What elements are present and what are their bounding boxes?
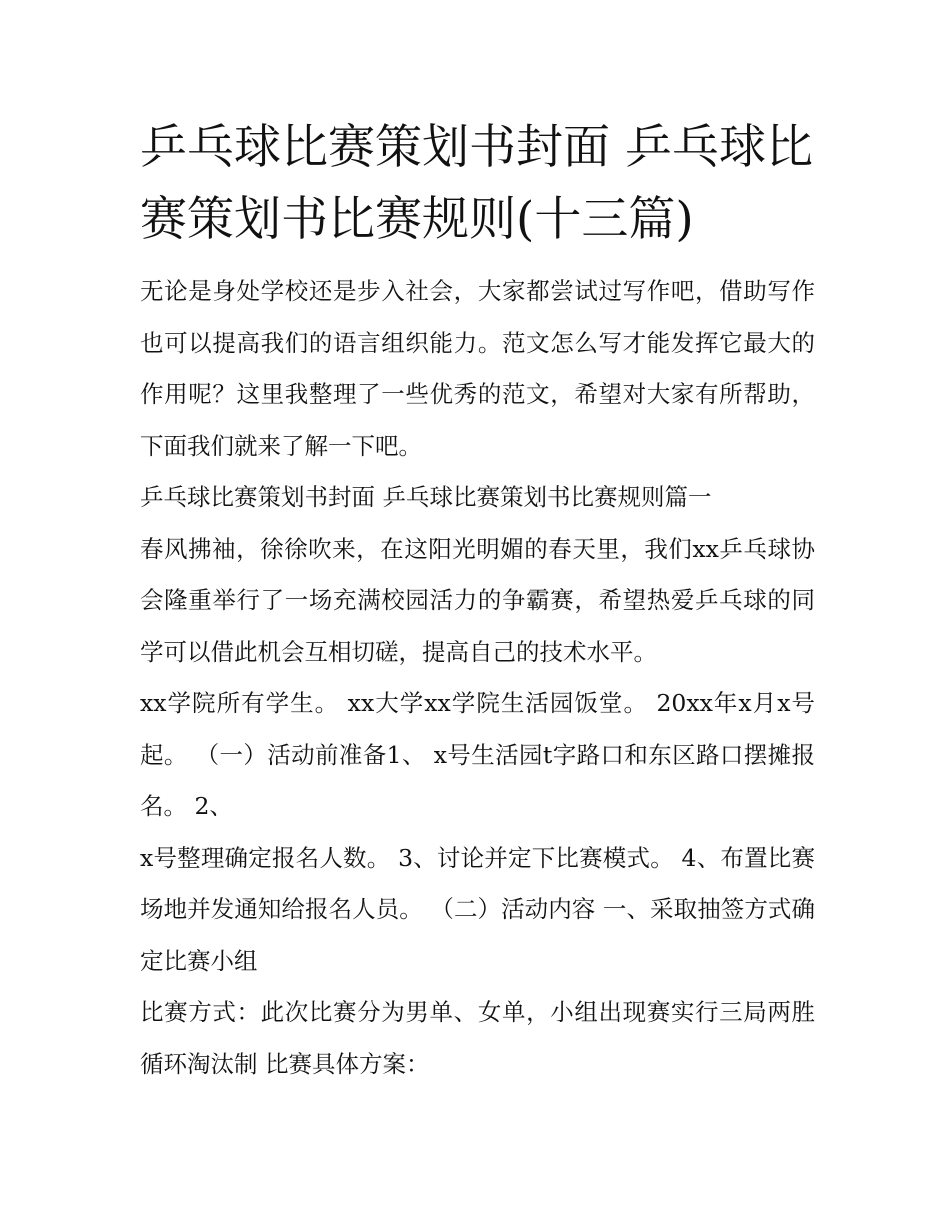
intro-paragraph: 无论是身处学校还是步入社会，大家都尝试过写作吧，借助写作也可以提高我们的语言组织能力。范文怎么写才能发挥它最大的作用呢？这里我整理了一些优秀的范文，希望对大家有所帮助，下面我们就来了解一下吧。 [140,277,815,460]
body-paragraph: 比赛方式：此次比赛分为男单、女单，小组出现赛实行三局两胜循环淘汰制 比赛具体方案： [140,998,815,1078]
section-heading: 乒乓球比赛策划书封面 乒乓球比赛策划书比赛规则篇一 [140,483,712,511]
body-paragraph: x号整理确定报名人数。 3、讨论并定下比赛模式。 4、布置比赛场地并发通知给报名人员。 （二）活动内容 一、采取抽签方式确定比赛小组 [140,843,815,975]
document-page [140,112,815,1090]
document-title: 乒乓球比赛策划书封面 乒乓球比赛策划书比赛规则(十三篇) [140,120,813,247]
body-paragraph: xx学院所有学生。 xx大学xx学院生活园饭堂。 20xx年x月x号起。 （一）活动前准备1、 x号生活园t字路口和东区路口摆摊报名。 2、 [140,689,815,820]
body-paragraph: 春风拂袖，徐徐吹来，在这阳光明媚的春天里，我们xx乒乓球协会隆重举行了一场充满校园活力的争霸赛，希望热爱乒乓球的同学可以借此机会互相切磋，提高自己的技术水平。 [140,534,815,666]
